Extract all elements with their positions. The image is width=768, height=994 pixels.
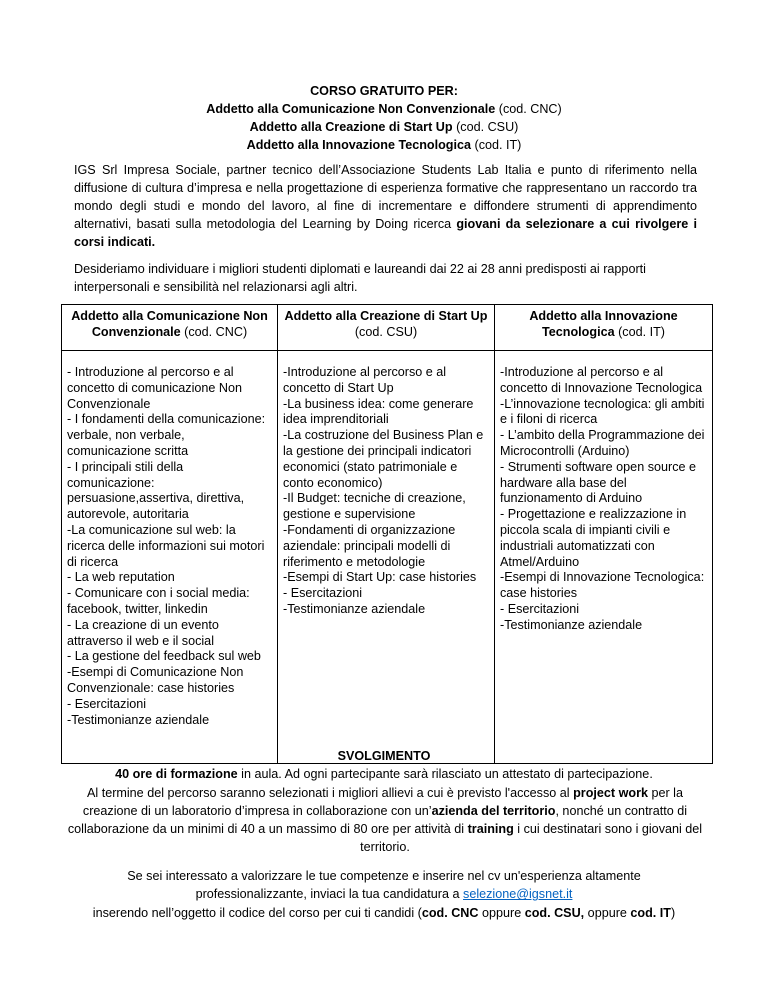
course-title-csu: Addetto alla Creazione di Start Up (cod. CSU) xyxy=(249,120,519,134)
list-item: -Introduzione al percorso e al concetto di Start Up xyxy=(283,365,447,395)
section-title: SVOLGIMENTO xyxy=(337,749,431,763)
list-item: - Introduzione al percorso e al concetto di comunicazione Non Convenzionale xyxy=(67,365,243,411)
svolgimento-section xyxy=(0,747,768,857)
list-item: -La comunicazione sul web: la ricerca delle informazioni sui motori di ricerca xyxy=(67,522,265,569)
list-item: - La web reputation xyxy=(67,570,175,585)
list-item: - Esercitazioni xyxy=(500,601,580,616)
list-item: -L’innovazione tecnologica: gli ambiti e i filoni di ricerca xyxy=(500,396,705,427)
syllabus-csu xyxy=(278,351,495,764)
table-header-row xyxy=(62,305,713,351)
syllabus-it xyxy=(495,351,713,764)
column-header-it: Addetto alla Innovazione Tecnologica (cod. IT) xyxy=(495,305,713,351)
project-work-paragraph: Al termine del percorso saranno selezionati i migliori allievi a cui è previsto l'accesso al project work per la creazione di un laboratorio d’impresa in collaborazione con un’azienda del territorio, nonché un contratto di collaborazione da un minimi di 40 a un massimo di 80 ore per attività di training i cui destinatari sono i giovani del territorio. xyxy=(67,785,703,855)
list-item: - La creazione di un evento attraverso il web e il social xyxy=(67,617,219,648)
column-header-cnc: Addetto alla Comunicazione Non Convenzionale (cod. CNC) xyxy=(62,305,278,351)
header-title: CORSO GRATUITO PER: xyxy=(310,84,458,98)
list-item: -Testimonianze aziendale xyxy=(283,601,426,616)
cta-line-2: professionalizzante, inviaci la tua candidatura a selezione@igsnet.it xyxy=(195,887,573,902)
list-item: -Introduzione al percorso e al concetto di Innovazione Tecnologica xyxy=(500,365,703,395)
list-item: - Strumenti software open source e hardware alla base del funzionamento di Arduino xyxy=(500,459,696,506)
course-title-cnc: Addetto alla Comunicazione Non Convenzionale (cod. CNC) xyxy=(206,102,562,116)
list-item: - I principali stili della comunicazione: persuasione,assertiva, direttiva, autorevole, autoritaria xyxy=(67,459,245,522)
list-item: - Comunicare con i social media: facebook, twitter, linkedin xyxy=(67,586,250,616)
list-item: -Esempi di Start Up: case histories xyxy=(283,570,477,585)
list-item: -La costruzione del Business Plan e la gestione dei principali indicatori economici (stato patrimoniale e conto economico) xyxy=(283,428,484,490)
syllabus-cnc xyxy=(62,351,278,764)
list-item: - Esercitazioni xyxy=(67,696,147,711)
list-item: -Testimonianze aziendale xyxy=(67,712,210,727)
email-link[interactable]: selezione@igsnet.it xyxy=(463,887,573,902)
list-item: -Esempi di Comunicazione Non Convenzionale: case histories xyxy=(67,665,244,695)
list-item: - I fondamenti della comunicazione: verbale, non verbale, comunicazione scritta xyxy=(67,412,266,458)
list-item: - La gestione del feedback sul web xyxy=(67,649,261,664)
hours-line: 40 ore di formazione in aula. Ad ogni partecipante sarà rilasciato un attestato di partecipazione. xyxy=(115,767,653,782)
cta-line-1: Se sei interessato a valorizzare le tue competenze e inserire nel cv un'esperienza altamente xyxy=(127,869,641,883)
target-paragraph: Desideriamo individuare i migliori studenti diplomati e laureandi dai 22 ai 28 anni predisposti ai rapporti interpersonali e sensibilità nel relazionarsi agli altri. xyxy=(74,262,646,294)
list-item: -Testimonianze aziendale xyxy=(500,617,643,632)
course-title-it: Addetto alla Innovazione Tecnologica (cod. IT) xyxy=(246,138,522,152)
list-item: - Progettazione e realizzazione in piccola scala di impianti civili e industriali automatizzati con Atmel/Arduino xyxy=(500,507,687,569)
cta-line-3: inserendo nell’oggetto il codice del corso per cui ti candidi (cod. CNC oppure cod. CSU, oppure cod. IT) xyxy=(92,905,676,920)
list-item: -Esempi di Innovazione Tecnologica: case histories xyxy=(500,570,705,601)
intro-paragraph: IGS Srl Impresa Sociale, partner tecnico dell’Associazione Students Lab Italia e punto di riferimento nella diffusione di cultura d’impresa e nella progettazione di esperienza formative che rappresentano un raccordo tra mondo degli studi e mondo del lavoro, al fine di incrementare e diffondere strumenti di apprendimento alternativi, basati sulla metodologia del Learning by Doing ricerca giovani da selezionare a cui rivolgere i corsi indicati. xyxy=(74,163,697,250)
list-item: - L’ambito della Programmazione dei Microcontrolli (Arduino) xyxy=(500,428,705,458)
list-item: -Il Budget: tecniche di creazione, gestione e supervisione xyxy=(283,491,466,522)
list-item: -La business idea: come generare idea imprenditoriali xyxy=(283,396,474,427)
courses-table xyxy=(61,304,713,764)
column-header-csu: Addetto alla Creazione di Start Up (cod. CSU) xyxy=(278,305,495,351)
course-header xyxy=(0,82,768,154)
list-item: - Esercitazioni xyxy=(283,586,363,601)
list-item: -Fondamenti di organizzazione aziendale: principali modelli di riferimento e metodologie xyxy=(283,522,456,569)
table-row xyxy=(62,351,713,764)
application-section xyxy=(0,867,768,922)
